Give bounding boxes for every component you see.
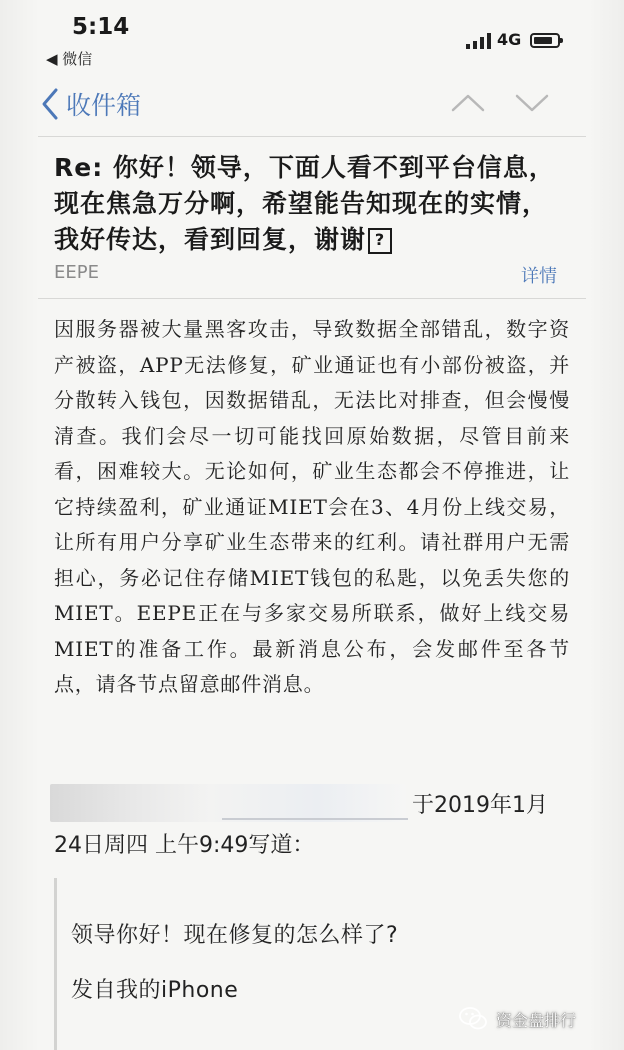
email-subject bbox=[54, 150, 566, 258]
watermark-text: 资金盘排行 bbox=[496, 1010, 577, 1030]
next-message-down-icon[interactable] bbox=[514, 92, 550, 114]
unknown-character-icon: ? bbox=[368, 228, 392, 254]
sender-name: EEPE bbox=[54, 262, 99, 283]
inbox-back-button[interactable] bbox=[40, 86, 141, 122]
email-body: 因服务器被大量黑客攻击，导致数据全部错乱，数字资产被盗，APP无法修复，矿业通证也有小部份被盗，并分散转入钱包，因数据错乱，无法比对排查，但会慢慢清查。我们会尽一切可能找回原始数据，尽管目前来看，困难较大。无论如何，矿业生态都会不停推进，让它持续盈利，矿业通证MIET会在3、4月份上线交易，让所有用户分享矿业生态带来的红利。请社群用户无需担心，务必记住存储MIET钱包的私匙，以免丢失您的MIET。EEPE正在与多家交易所联系，做好上线交易MIET的准备工作。最新消息公布，会发邮件至各节点，请各节点留意邮件消息。 bbox=[54, 317, 570, 696]
details-link[interactable]: 详情 bbox=[521, 266, 557, 287]
photo-edge-right bbox=[588, 0, 624, 1050]
email-subject-text: Re: 你好！领导，下面人看不到平台信息，现在焦急万分啊，希望能告知现在的实情，我好传达，看到回复，谢谢 bbox=[54, 153, 555, 254]
redacted-sender-blur bbox=[50, 784, 406, 822]
header-divider bbox=[38, 136, 586, 137]
inbox-back-label: 收件箱 bbox=[66, 91, 142, 120]
subject-divider bbox=[38, 298, 586, 299]
previous-message-up-icon[interactable] bbox=[450, 92, 486, 114]
battery-icon bbox=[530, 33, 560, 48]
wechat-icon bbox=[458, 1006, 488, 1032]
back-to-app-link[interactable]: ◀ 微信 bbox=[46, 50, 93, 68]
quote-header-text: 于2019年1月24日周四 上午9:49写道： bbox=[54, 793, 548, 858]
signal-icon bbox=[466, 33, 492, 49]
redacted-sender-underline bbox=[222, 818, 408, 820]
chevron-left-icon bbox=[40, 87, 60, 121]
status-time: 5:14 bbox=[72, 14, 130, 40]
quoted-line-1: 领导你好！现在修复的怎么样了? bbox=[71, 923, 399, 948]
quoted-line-2: 发自我的iPhone bbox=[71, 978, 239, 1003]
photo-edge-left bbox=[0, 0, 40, 1050]
watermark bbox=[458, 1006, 576, 1032]
network-type: 4G bbox=[497, 30, 522, 49]
